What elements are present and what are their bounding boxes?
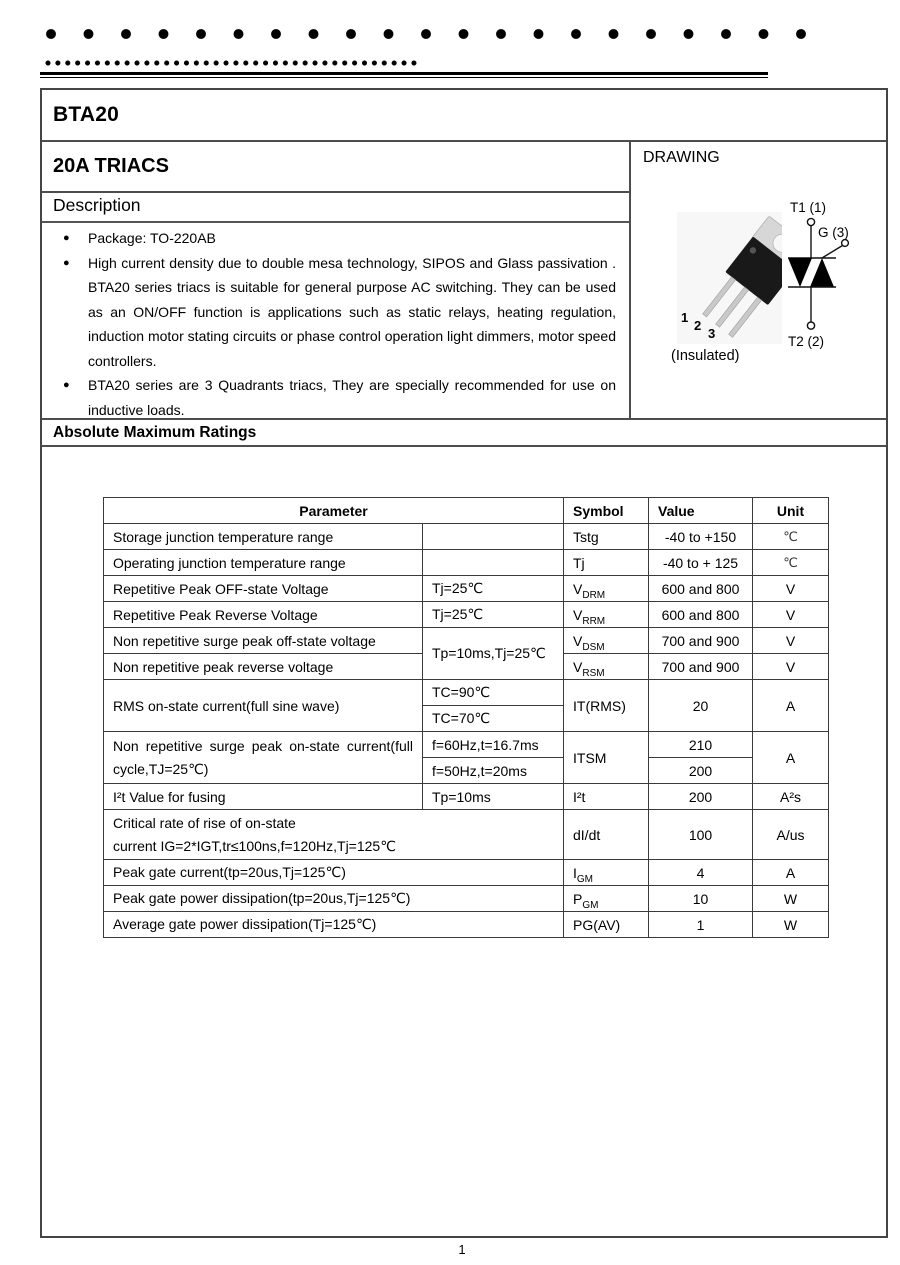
table-cell: W (753, 912, 829, 938)
table-cell: Peak gate power dissipation(tp=20us,Tj=125℃) (104, 886, 564, 912)
table-cell: dI/dt (564, 810, 649, 860)
overview-left-column (42, 142, 629, 418)
description-bullet-quadrants: ● BTA20 series are 3 Quadrants triacs, They are specially recommended for use on inductive loads. (42, 373, 623, 422)
table-cell: $V_{DSM}$ (564, 628, 649, 654)
table-cell: A²s (753, 784, 829, 810)
table-row (104, 498, 829, 524)
table-row (104, 550, 829, 576)
table-row (104, 732, 829, 758)
table-cell: 210 (649, 732, 753, 758)
table-cell: -40 to +150 (649, 524, 753, 550)
table-cell: PG(AV) (564, 912, 649, 938)
table-cell: Repetitive Peak OFF-state Voltage (104, 576, 423, 602)
table-cell: Average gate power dissipation(Tj=125℃) (104, 912, 564, 938)
table-cell: Tj=25℃ (423, 602, 564, 628)
table-cell: Parameter (104, 498, 564, 524)
table-cell: $V_{RSM}$ (564, 654, 649, 680)
table-cell: 700 and 900 (649, 628, 753, 654)
table-cell: IT(RMS) (564, 680, 649, 732)
table-cell: V (753, 628, 829, 654)
table-row (104, 628, 829, 654)
table-cell: f=60Hz,t=16.7ms (423, 732, 564, 758)
table-row (104, 524, 829, 550)
table-cell: Peak gate current(tp=20us,Tj=125℃) (104, 860, 564, 886)
gate-node (842, 240, 849, 247)
gate-lead-line (822, 246, 843, 259)
table-cell: TC=70℃ (423, 706, 564, 732)
description-bullet-list (42, 223, 629, 422)
pin-2-label: 2 (694, 318, 702, 333)
table-cell: TC=90℃ (423, 680, 564, 706)
table-cell: -40 to + 125 (649, 550, 753, 576)
ratings-heading: Absolute Maximum Ratings (42, 420, 886, 447)
device-subtitle: 20A TRIACS (42, 142, 629, 193)
table-row (104, 810, 829, 860)
terminal-t1-label: T1 (1) (790, 200, 827, 215)
table-cell: ITSM (564, 732, 649, 784)
part-number-title: BTA20 (42, 90, 886, 142)
triangle-up (810, 258, 834, 287)
table-cell: W (753, 886, 829, 912)
document-frame (40, 88, 888, 1238)
pin-3-label: 3 (708, 326, 716, 341)
table-cell: A/us (753, 810, 829, 860)
decor-double-rule (40, 72, 768, 78)
overview-section (42, 142, 886, 420)
table-cell (423, 550, 564, 576)
decor-dots-large (45, 28, 817, 40)
table-cell: $V_{RRM}$ (564, 602, 649, 628)
table-cell: Unit (753, 498, 829, 524)
table-row (104, 680, 829, 706)
table-cell (423, 524, 564, 550)
table-cell: Non repetitive surge peak on-state current(full cycle,TJ=25℃) (104, 732, 423, 784)
table-cell: V (753, 654, 829, 680)
terminal-t2-label: T2 (2) (788, 334, 825, 349)
ratings-content (42, 447, 886, 1236)
table-cell: V (753, 576, 829, 602)
page-number: 1 (458, 1242, 466, 1257)
drawing-panel (629, 142, 886, 418)
table-cell: 100 (649, 810, 753, 860)
table-cell: $P_{GM}$ (564, 886, 649, 912)
table-cell: Storage junction temperature range (104, 524, 423, 550)
table-cell: 4 (649, 860, 753, 886)
table-cell: ℃ (753, 550, 829, 576)
terminal-t2-node (807, 322, 814, 329)
decor-dots-small (45, 60, 419, 66)
table-cell: V (753, 602, 829, 628)
table-cell: ℃ (753, 524, 829, 550)
table-cell: A (753, 860, 829, 886)
table-cell: A (753, 732, 829, 784)
table-cell: Critical rate of rise of on-state current IG=2*IGT,tr≤100ns,f=120Hz,Tj=125℃ (104, 810, 564, 860)
gate-label: G (3) (818, 225, 849, 240)
table-cell: 700 and 900 (649, 654, 753, 680)
table-cell: Tp=10ms,Tj=25℃ (423, 628, 564, 680)
triangle-down (788, 258, 812, 287)
table-row (104, 886, 829, 912)
table-cell: Non repetitive surge peak off-state voltage (104, 628, 423, 654)
table-cell: f=50Hz,t=20ms (423, 758, 564, 784)
table-cell: 20 (649, 680, 753, 732)
table-cell: 1 (649, 912, 753, 938)
table-cell: Tj (564, 550, 649, 576)
description-bullet-features: ● High current density due to double mesa technology, SIPOS and Glass passivation . BTA20 series triacs is suitable for general purpose AC switching. They can be used as an ON/OFF function is applications such as static relays, heating regulation, induction motor stating circuits or phase control operation light dimmers, motor speed controllers. (42, 251, 623, 374)
table-cell: I²t Value for fusing (104, 784, 423, 810)
table-row (104, 784, 829, 810)
table-cell: Repetitive Peak Reverse Voltage (104, 602, 423, 628)
table-cell: 200 (649, 758, 753, 784)
table-cell: Tstg (564, 524, 649, 550)
table-cell: Tp=10ms (423, 784, 564, 810)
insulated-caption: (Insulated) (671, 348, 740, 364)
description-heading: Description (42, 193, 629, 223)
table-row (104, 576, 829, 602)
terminal-t1-node (807, 218, 814, 225)
table-cell: $V_{DRM}$ (564, 576, 649, 602)
table-cell: RMS on-state current(full sine wave) (104, 680, 423, 732)
table-row (104, 602, 829, 628)
table-row (104, 860, 829, 886)
pin-1-label: 1 (681, 310, 689, 325)
triac-symbol-diagram (782, 197, 860, 349)
table-cell: Operating junction temperature range (104, 550, 423, 576)
table-cell: $I_{GM}$ (564, 860, 649, 886)
table-cell: A (753, 680, 829, 732)
table-cell: Tj=25℃ (423, 576, 564, 602)
triac-schematic (782, 197, 860, 349)
table-cell: 200 (649, 784, 753, 810)
table-row (104, 912, 829, 938)
table-cell: Value (649, 498, 753, 524)
table-cell: I²t (564, 784, 649, 810)
table-cell: 600 and 800 (649, 576, 753, 602)
table-cell: 600 and 800 (649, 602, 753, 628)
table-cell: 10 (649, 886, 753, 912)
description-bullet-package: ● Package: TO-220AB (42, 226, 623, 251)
drawing-heading: DRAWING (643, 149, 720, 166)
ratings-table (103, 497, 829, 938)
table-cell: Non repetitive peak reverse voltage (104, 654, 423, 680)
package-figure (650, 197, 858, 349)
table-cell: Symbol (564, 498, 649, 524)
